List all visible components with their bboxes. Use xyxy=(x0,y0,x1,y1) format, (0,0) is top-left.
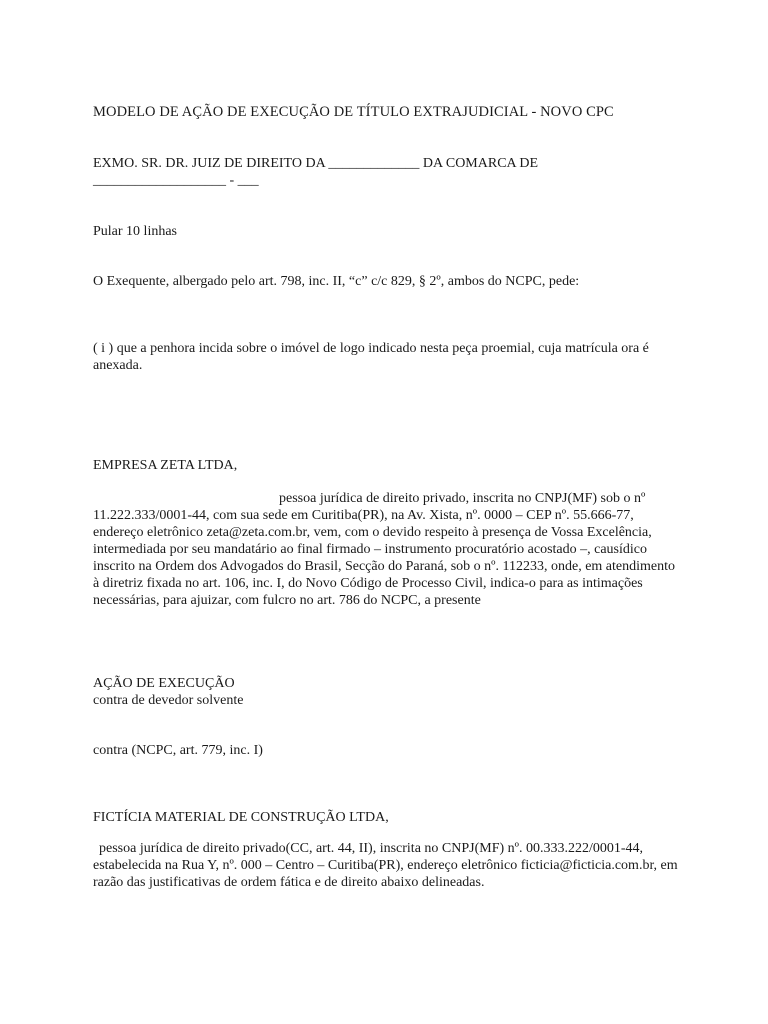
plaintiff-name: EMPRESA ZETA LTDA, xyxy=(93,458,238,473)
action-heading xyxy=(93,675,683,709)
court-address-line-1: EXMO. SR. DR. JUIZ DE DIREITO DA _____________ DA COMARCA DE xyxy=(93,156,539,171)
exequente-paragraph: O Exequente, albergado pelo art. 798, inc. II, “c” c/c 829, § 2º, ambos do NCPC, pede: xyxy=(93,274,580,289)
action-title: AÇÃO DE EXECUÇÃO xyxy=(93,676,235,691)
defendant-qualification: pessoa jurídica de direito privado(CC, art. 44, II), inscrita no CNPJ(MF) nº. 00.333.222/0001-44, estabelecida na Rua Y, nº. 000 – Centro – Curitiba(PR), endereço eletrônico ficticia@ficticia.com.br, em razão das justificativas de ordem fática e de direito abaixo delineadas. xyxy=(93,841,682,890)
defendant-name: FICTÍCIA MATERIAL DE CONSTRUÇÃO LTDA, xyxy=(93,810,389,825)
plaintiff-qualification: pessoa jurídica de direito privado, inscrita no CNPJ(MF) sob o nº 11.222.333/0001-44, com sua sede em Curitiba(PR), na Av. Xista, nº. 0000 – CEP nº. 55.666-77, endereço eletrônico zeta@zeta.com.br, vem, com o devido respeito à presença de Vossa Excelência, intermediada por seu mandatário ao final firmado – instrumento procuratório acostado –, causídico inscrito na Ordem dos Advogados do Brasil, Secção do Paraná, sob o nº. 112233, onde, em atendimento à diretriz fixada no art. 106, inc. I, do Novo Código de Processo Civil, indica-o para as intimações necessárias, para ajuizar, com fulcro no art. 786 do NCPC, a presente xyxy=(93,491,679,608)
court-address-line-2: ___________________ - ___ xyxy=(93,173,259,188)
skip-lines-instruction: Pular 10 linhas xyxy=(93,224,177,239)
action-subtitle: contra de devedor solvente xyxy=(93,693,244,708)
contra-reference: contra (NCPC, art. 779, inc. I) xyxy=(93,743,263,758)
court-address xyxy=(93,155,683,189)
request-item-i: ( i ) que a penhora incida sobre o imóvel de logo indicado nesta peça proemial, cuja matrícula ora é anexada. xyxy=(93,341,653,373)
document-title: MODELO DE AÇÃO DE EXECUÇÃO DE TÍTULO EXTRAJUDICIAL - NOVO CPC xyxy=(93,104,614,120)
